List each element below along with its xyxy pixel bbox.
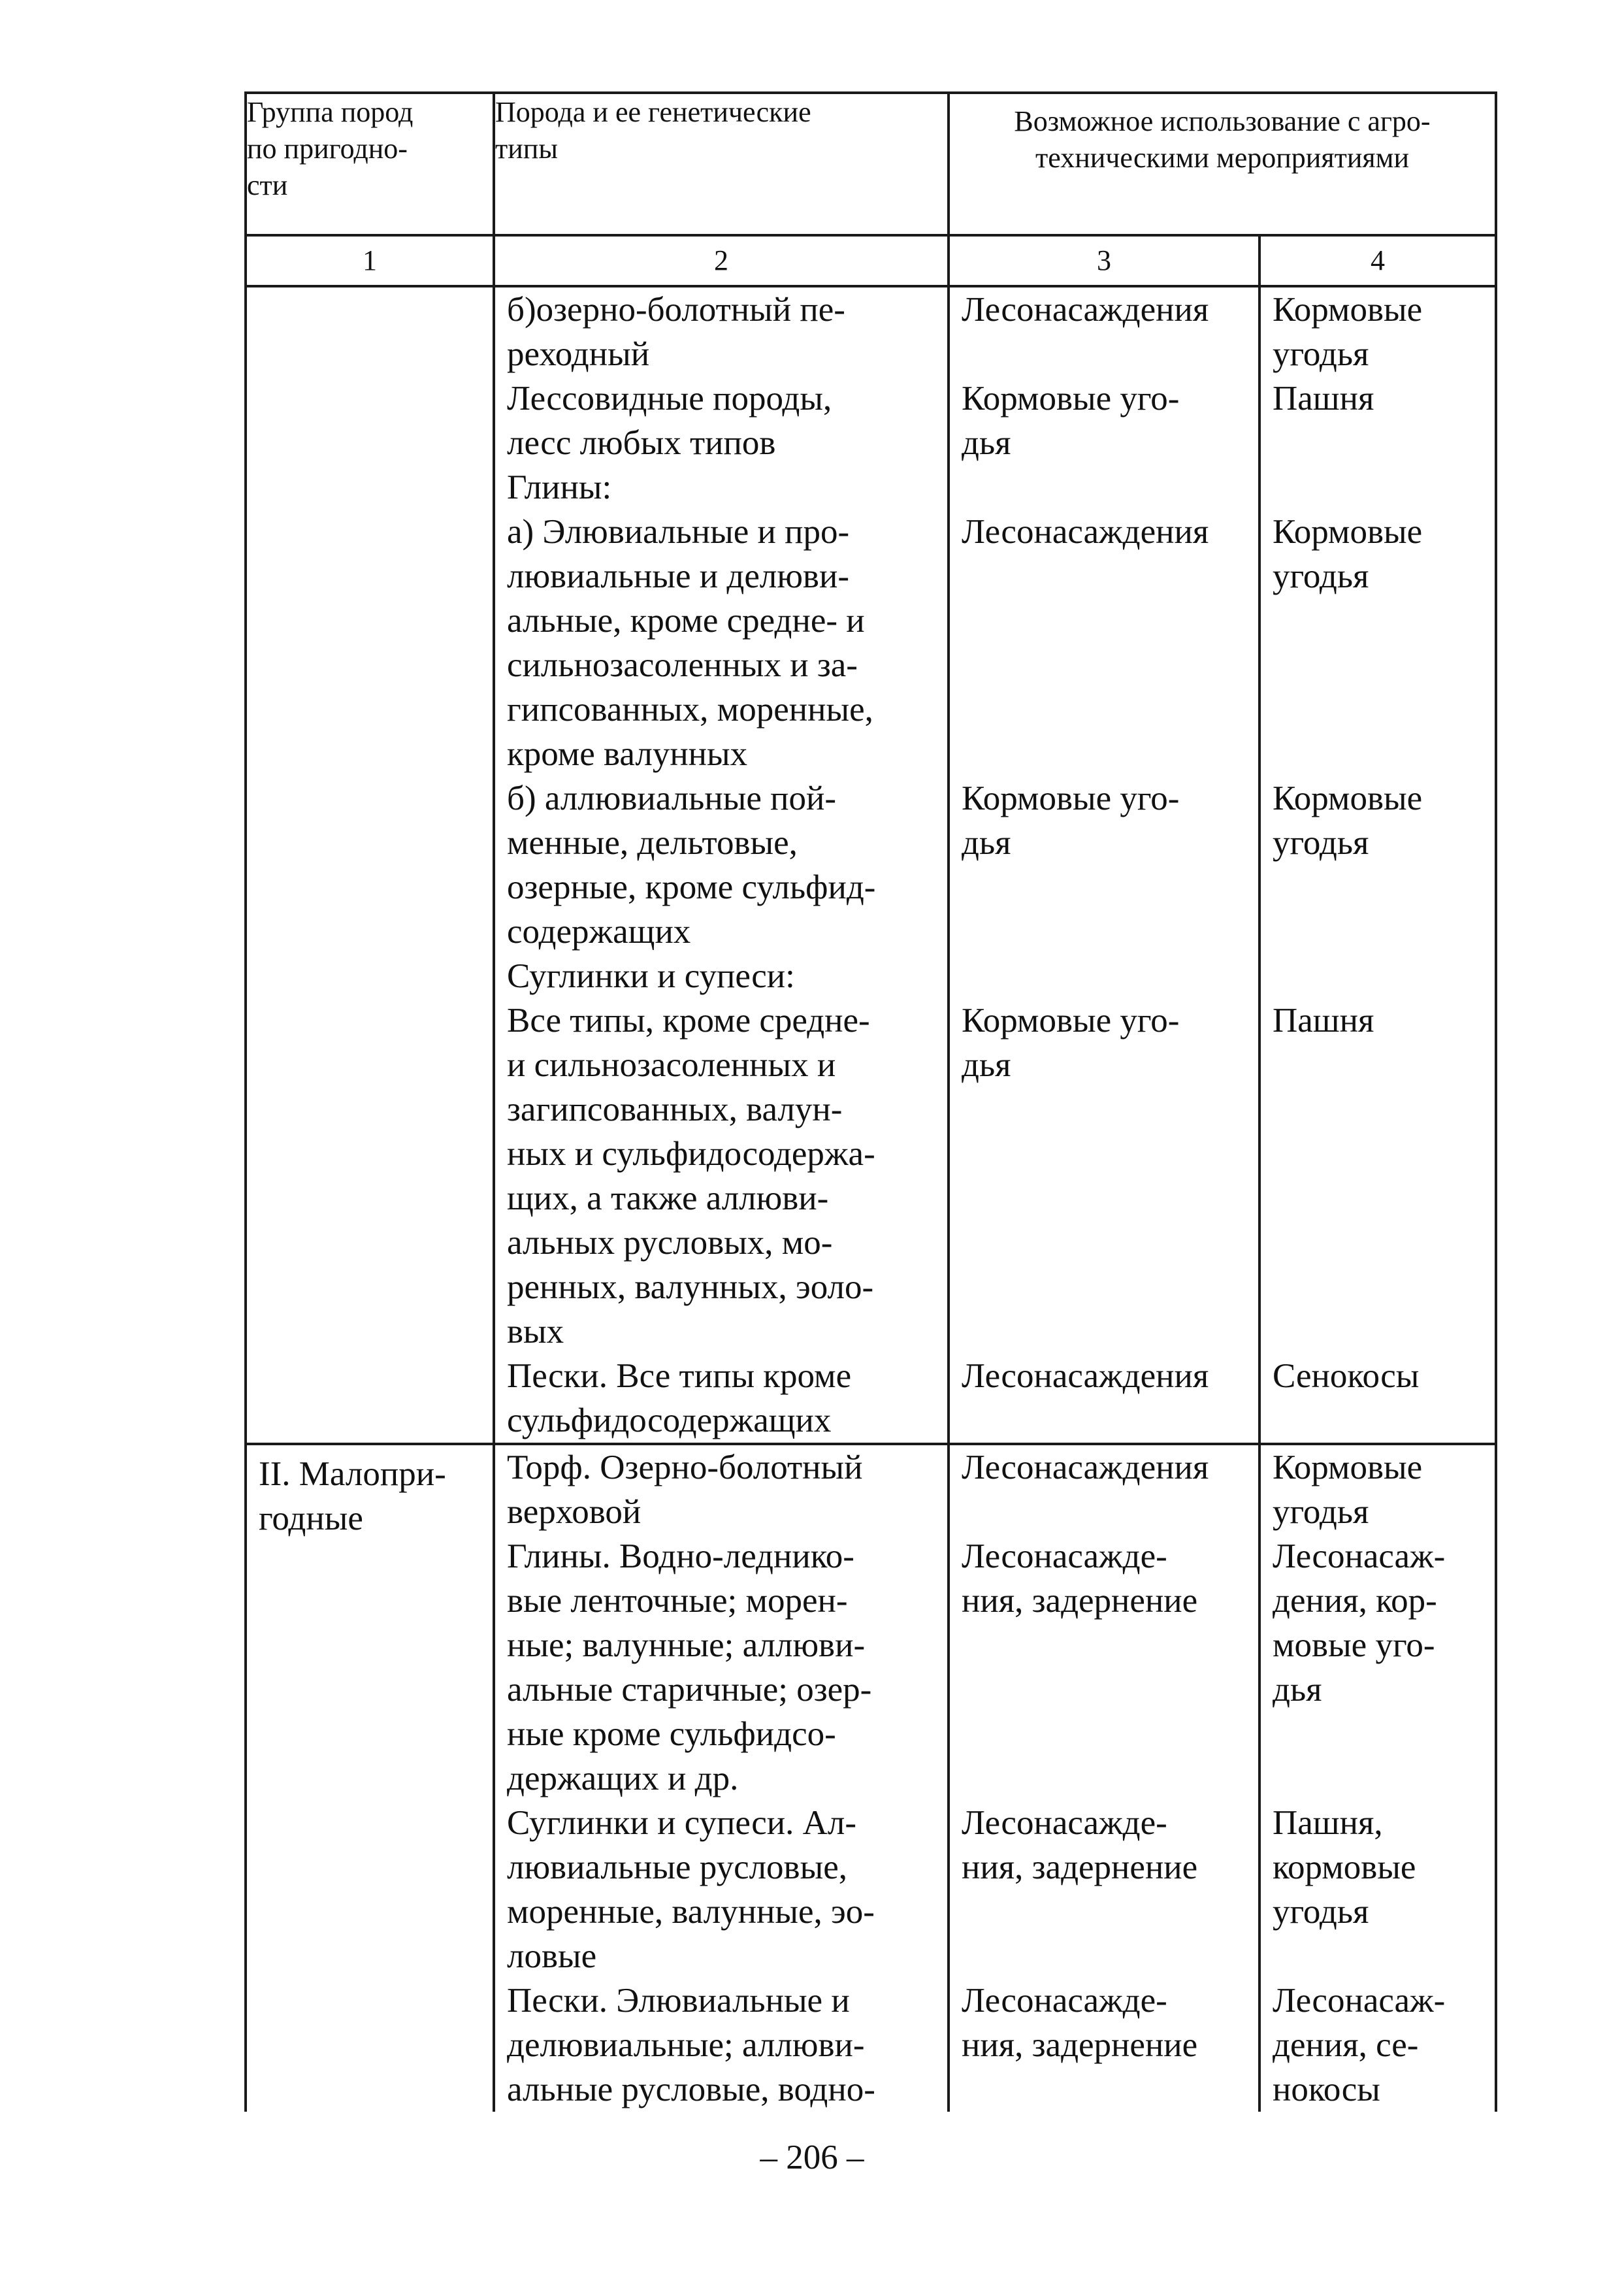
use-text-line: угодья bbox=[1273, 824, 1369, 862]
use-text-line: дья bbox=[962, 424, 1011, 462]
rock-text-line: Суглинки и супеси. Ал- bbox=[507, 1804, 857, 1842]
use-text-line: Пашня bbox=[1273, 1002, 1374, 1040]
use-text-line: Лесонасаж- bbox=[1273, 1982, 1446, 2020]
rock-text-line: озерные, кроме сульфид- bbox=[507, 868, 876, 906]
use-text-line: Кормовые bbox=[1273, 779, 1423, 817]
rock-text-line: верховой bbox=[507, 1493, 641, 1531]
header-line: Возможное использование с агро- bbox=[1014, 105, 1431, 137]
use-option-4-cell bbox=[1259, 1444, 1496, 2112]
rock-text-line: а) Элювиальные и про- bbox=[507, 513, 850, 551]
use-text-line: Лесонасаждения bbox=[962, 513, 1209, 551]
column-number-3: 3 bbox=[949, 235, 1259, 286]
group-label-line: II. Малопри- bbox=[259, 1455, 446, 1493]
use-text-line: Лесонасажде- bbox=[962, 1982, 1167, 2020]
rock-text-line: лювиальные русловые, bbox=[507, 1848, 847, 1886]
use-text-line: угодья bbox=[1273, 1893, 1369, 1931]
rock-text-line: Пески. Элювиальные и bbox=[507, 1982, 850, 2020]
use-text-line: угодья bbox=[1273, 557, 1369, 595]
use-text-line: Лесонасаждения bbox=[962, 1449, 1209, 1486]
rock-text-line: и сильнозасоленных и bbox=[507, 1046, 836, 1084]
use-option-3-cell bbox=[949, 286, 1259, 1444]
header-line: по пригодно- bbox=[247, 133, 408, 165]
use-text-line: дья bbox=[1273, 1671, 1322, 1709]
group-label-cell bbox=[246, 286, 494, 1444]
use-text-line: Лесонасаждения bbox=[962, 1357, 1209, 1395]
use-text-line: Лесонасаждения bbox=[962, 291, 1209, 329]
rock-text-line: ные кроме сульфидсо- bbox=[507, 1715, 836, 1753]
rock-types-cell bbox=[494, 1444, 949, 2112]
header-line: типы bbox=[495, 133, 558, 165]
use-text-line: дения, се- bbox=[1273, 2026, 1419, 2064]
group-label-cell bbox=[246, 1444, 494, 2112]
rock-text-line: делювиальные; аллюви- bbox=[507, 2026, 865, 2064]
rock-text-line: альных русловых, мо- bbox=[507, 1224, 833, 1262]
use-option-3-cell bbox=[949, 1444, 1259, 2112]
group2-rock-list bbox=[507, 1445, 935, 2112]
rock-text-line: ловые bbox=[507, 1937, 597, 1975]
header-possible-use bbox=[949, 93, 1496, 235]
rock-text-line: моренные, валунные, эо- bbox=[507, 1893, 875, 1931]
rock-text-line: сульфидосодержащих bbox=[507, 1401, 832, 1439]
rock-text-line: лесс любых типов bbox=[507, 424, 776, 462]
use-text-line: Лесонасажде- bbox=[962, 1804, 1167, 1842]
use-text-line: мовые уго- bbox=[1273, 1626, 1435, 1664]
rock-text-line: менные, дельтовые, bbox=[507, 824, 798, 862]
use-text-line: Кормовые bbox=[1273, 291, 1423, 329]
header-rock-genetic-types bbox=[494, 93, 949, 235]
use-text-line: нокосы bbox=[1273, 2071, 1380, 2108]
use-text-line: Кормовые уго- bbox=[962, 779, 1180, 817]
group1-rock-list bbox=[507, 287, 935, 1443]
use-text-line: угодья bbox=[1273, 335, 1369, 373]
rock-text-line: б) аллювиальные пой- bbox=[507, 779, 836, 817]
use-text-line: дья bbox=[962, 824, 1011, 862]
rock-text-line: сильнозасоленных и за- bbox=[507, 646, 858, 684]
use-text-line: кормовые bbox=[1273, 1848, 1416, 1886]
use-option-4-cell bbox=[1259, 286, 1496, 1444]
header-line: техническими мероприятиями bbox=[1035, 142, 1409, 174]
header-line: сти bbox=[247, 169, 288, 201]
rock-text-line: ренных, валунных, эоло- bbox=[507, 1268, 874, 1306]
rock-text-line: лювиальные и делюви- bbox=[507, 557, 849, 595]
use-text-line: Лесонасажде- bbox=[962, 1537, 1167, 1575]
use-text-line: угодья bbox=[1273, 1493, 1369, 1531]
rock-text-line: Пески. Все типы кроме bbox=[507, 1357, 852, 1395]
use-text-line: Пашня, bbox=[1273, 1804, 1383, 1842]
rock-text-line: Лессовидные породы, bbox=[507, 380, 832, 418]
use-text-line: Кормовые bbox=[1273, 513, 1423, 551]
header-line: Порода и ее генетические bbox=[495, 96, 811, 128]
rock-text-line: ных и сульфидосодержа- bbox=[507, 1135, 875, 1173]
column-number-2: 2 bbox=[494, 235, 949, 286]
use-text-line: дения, кор- bbox=[1273, 1582, 1437, 1620]
rock-text-line: реходный bbox=[507, 335, 650, 373]
rock-text-line: Глины: bbox=[507, 468, 612, 506]
use-text-line: Лесонасаж- bbox=[1273, 1537, 1446, 1575]
rock-text-line: Суглинки и супеси: bbox=[507, 957, 795, 995]
rock-text-line: щих, а также аллюви- bbox=[507, 1179, 829, 1217]
use-text-line: ния, задернение bbox=[962, 2026, 1198, 2064]
use-text-line: Пашня bbox=[1273, 380, 1374, 418]
rock-types-cell bbox=[494, 286, 949, 1444]
rock-text-line: загипсованных, валун- bbox=[507, 1090, 843, 1128]
rock-text-line: Торф. Озерно-болотный bbox=[507, 1449, 863, 1486]
rock-text-line: вые ленточные; морен- bbox=[507, 1582, 848, 1620]
rock-text-line: кроме валунных bbox=[507, 735, 748, 773]
use-text-line: Сенокосы bbox=[1273, 1357, 1420, 1395]
rock-text-line: содержащих bbox=[507, 913, 691, 951]
rock-text-line: гипсованных, моренные, bbox=[507, 691, 873, 729]
rock-text-line: б)озерно-болотный пе- bbox=[507, 291, 845, 329]
rock-text-line: ные; валунные; аллюви- bbox=[507, 1626, 866, 1664]
header-line: Группа пород bbox=[247, 96, 414, 128]
use-text-line: ния, задернение bbox=[962, 1848, 1198, 1886]
use-text-line: Кормовые уго- bbox=[962, 380, 1180, 418]
use-text-line: Кормовые bbox=[1273, 1449, 1423, 1486]
page-number: – 206 – bbox=[760, 2138, 864, 2176]
rock-text-line: вых bbox=[507, 1313, 564, 1351]
header-rock-group bbox=[246, 93, 494, 235]
rock-text-line: альные русловые, водно- bbox=[507, 2071, 875, 2108]
column-number-1: 1 bbox=[246, 235, 494, 286]
rock-text-line: Глины. Водно-леднико- bbox=[507, 1537, 854, 1575]
use-text-line: ния, задернение bbox=[962, 1582, 1198, 1620]
rock-text-line: альные, кроме средне- и bbox=[507, 602, 865, 640]
group-label-line: годные bbox=[259, 1499, 363, 1537]
rock-text-line: держащих и др. bbox=[507, 1760, 739, 1797]
use-text-line: Кормовые уго- bbox=[962, 1002, 1180, 1040]
rock-text-line: Все типы, кроме средне- bbox=[507, 1002, 870, 1040]
column-number-4: 4 bbox=[1259, 235, 1496, 286]
rock-text-line: альные старичные; озер- bbox=[507, 1671, 872, 1709]
use-text-line: дья bbox=[962, 1046, 1011, 1084]
soil-rock-suitability-table bbox=[244, 91, 1497, 2112]
